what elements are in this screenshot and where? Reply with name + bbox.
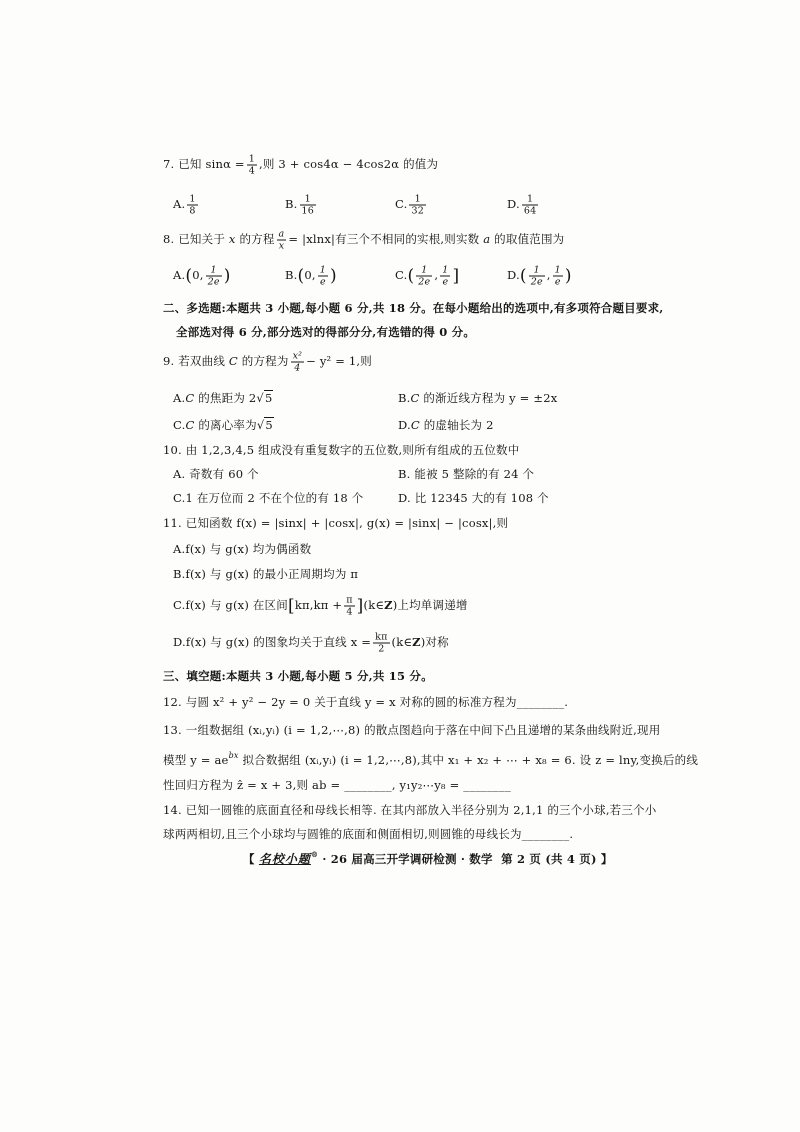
- frac-den: 8: [189, 205, 196, 217]
- option-text: f(x) 与 g(x) 的最小正周期均为 π: [185, 567, 359, 581]
- q8-option-d: [507, 265, 572, 288]
- frac-num: 1: [189, 193, 196, 205]
- q14-line1: 14. 已知一圆锥的底面直径和母线长相等. 在其内部放入半径分别为 2,1,1 的三个小球,若三个小: [163, 803, 657, 817]
- section2-heading: 二、多选题:本题共 3 小题,每小题 6 分,共 18 分。在每小题给出的选项中,有多项符合题目要求,: [163, 301, 664, 315]
- option-text: 的虚轴长为 2: [423, 418, 494, 432]
- radicand: 5: [265, 418, 273, 432]
- q7-frac-num: 1: [248, 153, 255, 165]
- close-bracket: ]: [452, 266, 460, 286]
- frac-num: x²: [292, 350, 303, 362]
- frac-num: 1: [416, 265, 432, 277]
- q8-option-a: [173, 265, 231, 288]
- q8-stem: [163, 229, 564, 252]
- q8-mid: 的方程: [239, 232, 275, 246]
- q7-stem: [163, 154, 438, 177]
- q9-option-a: [173, 390, 273, 406]
- option-label: D.: [398, 418, 411, 432]
- open-paren: (: [185, 266, 193, 286]
- answer-blank: ________: [344, 778, 392, 792]
- option-label: D.: [173, 635, 186, 649]
- q9-option-c: [173, 417, 274, 433]
- option-label: C.: [173, 491, 186, 505]
- option-label: C.: [395, 197, 408, 211]
- q11-option-d: [173, 632, 449, 655]
- frac-den: 4: [346, 606, 353, 618]
- option-label: A.: [173, 467, 186, 481]
- option-fraction: [344, 595, 354, 618]
- q9-stem: [163, 351, 372, 374]
- registered-mark: ®: [310, 850, 319, 859]
- integer-set: Z: [384, 598, 393, 612]
- condition-end: ): [392, 598, 398, 612]
- footer-page-number: 第 2 页 (共 4 页): [501, 852, 597, 866]
- option-text: 比 12345 大的有 108 个: [414, 491, 549, 505]
- q13-line2: [163, 748, 698, 768]
- option-var: C: [185, 418, 195, 432]
- q13-model: 模型 y = ae: [163, 753, 229, 767]
- option-text: 奇数有 60 个: [189, 467, 259, 481]
- frac-den: 32: [411, 205, 424, 217]
- close-paren: ): [223, 266, 231, 286]
- q12-text: 12. 与圆 x² + y² − 2y = 0 关于直线 y = x 对称的圆的标准方程为: [163, 695, 517, 709]
- option-fraction-left: [529, 265, 545, 288]
- q7-option-d: [507, 194, 540, 217]
- frac-num: 1: [409, 194, 426, 206]
- q8-tail2: 的取值范围为: [494, 232, 565, 246]
- option-text: 能被 5 整除的有 24 个: [414, 467, 535, 481]
- option-label: D.: [507, 268, 520, 282]
- option-text: 的渐近线方程为 y = ±2x: [423, 391, 558, 405]
- frac-num: 1: [319, 264, 326, 276]
- q9-tail: − y² = 1,则: [306, 354, 372, 368]
- frac-den: 4: [294, 362, 301, 374]
- condition-start: (k∈: [363, 598, 385, 612]
- option-label: A.: [173, 542, 186, 556]
- option-text: 的焦距为 2: [198, 391, 257, 405]
- option-tail: 上均单调递增: [397, 598, 468, 612]
- option-label: B.: [398, 391, 411, 405]
- q13-line3-text: 性回归方程为 ẑ = x + 3,则 ab =: [163, 778, 341, 792]
- q10-option-d: [398, 490, 549, 506]
- frac-den: 2: [378, 643, 385, 655]
- option-var: C: [185, 391, 195, 405]
- answer-blank: ________: [463, 778, 511, 792]
- radical-sign: √: [256, 391, 264, 405]
- frac-den: e: [554, 276, 561, 288]
- option-label: C.: [395, 268, 408, 282]
- footer-open-bracket: 【: [243, 852, 255, 866]
- q14-end: .: [569, 827, 574, 841]
- option-fraction-left: [416, 265, 432, 288]
- option-label: D.: [507, 197, 520, 211]
- option-fraction: [373, 632, 389, 655]
- open-paren: (: [407, 266, 415, 286]
- q13-line3: [163, 777, 511, 793]
- frac-den: e: [319, 276, 326, 288]
- frac-num: 1: [554, 264, 561, 276]
- interval-sep: ,: [434, 268, 439, 282]
- option-fraction-right: [553, 265, 563, 288]
- section3-heading: 三、填空题:本题共 3 小题,每小题 5 分,共 15 分。: [163, 669, 433, 683]
- option-tail: 对称: [425, 635, 449, 649]
- q8-tail1: 有三个不相同的实根,则实数: [335, 232, 480, 246]
- q7-tail: ,则 3 + cos4α − 4cos2α 的值为: [258, 157, 439, 171]
- option-label: B.: [398, 467, 411, 481]
- q7-option-b: [285, 194, 318, 217]
- answer-blank: ________: [521, 827, 570, 841]
- option-label: B.: [285, 268, 298, 282]
- interval-sep: ,: [199, 268, 204, 282]
- option-label: A.: [173, 197, 186, 211]
- interval-sep: ,: [311, 268, 316, 282]
- frac-den: 16: [301, 205, 315, 217]
- option-fraction: [409, 194, 426, 217]
- q11-option-a: [173, 541, 311, 557]
- q10-option-b: [398, 466, 534, 482]
- q8-option-c: [395, 265, 459, 288]
- interval-inner: kπ,kπ +: [294, 598, 343, 612]
- q9-option-d: [398, 417, 494, 433]
- q9-lead: 9. 若双曲线: [163, 354, 226, 368]
- q12-stem: [163, 694, 568, 710]
- q8-fraction: [277, 229, 287, 252]
- frac-num: 1: [529, 265, 545, 277]
- frac-den: 2e: [530, 276, 543, 288]
- frac-num: kπ: [375, 631, 388, 643]
- frac-num: a: [278, 228, 285, 240]
- frac-den: 64: [523, 205, 537, 217]
- frac-num: π: [346, 594, 353, 606]
- option-label: D.: [398, 491, 411, 505]
- q11-option-c: [173, 595, 468, 618]
- close-paren: ): [330, 266, 337, 286]
- open-bracket: [: [287, 596, 295, 616]
- q14-line2: [163, 826, 573, 842]
- q9-var-c: C: [228, 354, 238, 368]
- radicand: 5: [264, 391, 273, 405]
- close-paren: ): [564, 266, 572, 286]
- q7-fraction: [247, 154, 257, 177]
- radical-sign: √: [256, 418, 265, 432]
- footer-series: · 26 届高三开学调研检测 · 数学: [322, 852, 493, 866]
- option-label: A.: [173, 268, 186, 282]
- section2-heading-cont: 全部选对得 6 分,部分选对的得部分分,有选错的得 0 分。: [176, 325, 476, 339]
- option-fraction: [522, 194, 539, 217]
- footer-close-bracket: 】: [600, 852, 613, 866]
- q10-stem: 10. 由 1,2,3,4,5 组成没有重复数字的五位数,则所有组成的五位数中: [163, 443, 520, 457]
- q7-frac-den: 4: [248, 165, 255, 177]
- option-fraction: [300, 194, 317, 217]
- option-text: 的离心率为: [198, 418, 257, 432]
- brand-logo: 名校小题: [258, 852, 311, 866]
- q8-option-b: [285, 265, 337, 288]
- q8-equation: = |xlnx|: [288, 232, 336, 246]
- open-paren: (: [519, 266, 527, 286]
- integer-set: Z: [412, 635, 421, 649]
- q13-line3-mid: , y₁y₂⋯y₈ =: [391, 778, 460, 792]
- frac-num: 1: [206, 265, 222, 277]
- close-bracket: ]: [356, 596, 364, 616]
- frac-num: 1: [300, 194, 317, 206]
- q8-var-x: x: [228, 232, 236, 246]
- q12-end: .: [564, 695, 569, 709]
- option-text: f(x) 与 g(x) 的图象均关于直线 x =: [185, 635, 372, 649]
- frac-den: 2e: [418, 276, 431, 288]
- option-text: 1 在万位而 2 不在个位的有 18 个: [185, 491, 364, 505]
- q7-option-c: [395, 194, 428, 217]
- q11-option-b: [173, 566, 358, 582]
- option-label: B.: [285, 197, 298, 211]
- q9-fraction: [291, 351, 305, 374]
- q7-option-a: [173, 194, 200, 217]
- q14-text: 球两两相切,且三个小球均与圆锥的底面和侧面相切,则圆锥的母线长为: [163, 827, 522, 841]
- q10-option-a: [173, 466, 259, 482]
- q11-stem: 11. 已知函数 f(x) = |sinx| + |cosx|, g(x) = |sinx| − |cosx|,则: [163, 516, 509, 530]
- option-fraction: [206, 265, 222, 288]
- q9-mid: 的方程为: [241, 354, 289, 368]
- option-label: C.: [173, 418, 186, 432]
- option-label: A.: [173, 391, 186, 405]
- interval-left: 0: [192, 268, 200, 282]
- option-label: C.: [173, 598, 186, 612]
- condition-start: (k∈: [391, 635, 413, 649]
- option-label: B.: [173, 567, 186, 581]
- option-fraction-right: [440, 265, 450, 288]
- q10-option-c: [173, 490, 364, 506]
- q9-option-b: [398, 390, 557, 406]
- condition-end: ): [420, 635, 426, 649]
- frac-den: x: [278, 240, 285, 252]
- q7-lead: 7. 已知 sinα =: [163, 157, 245, 171]
- option-fraction: [187, 194, 197, 217]
- q13-line1: 13. 一组数据组 (xᵢ,yᵢ) (i = 1,2,⋯,8) 的散点图趋向于落在中间下凸且递增的某条曲线附近,现用: [163, 723, 661, 737]
- frac-den: 2e: [207, 276, 220, 288]
- frac-den: e: [442, 276, 449, 288]
- q13-line2-text: 拟合数据组 (xᵢ,yᵢ) (i = 1,2,⋯,8),其中 x₁ + x₂ + ⋯ + x₈ = 6. 设 z = lny,变换后的线: [242, 753, 699, 767]
- option-fraction: [318, 265, 328, 288]
- option-text: f(x) 与 g(x) 均为偶函数: [185, 542, 312, 556]
- option-var: C: [410, 418, 420, 432]
- open-paren: (: [297, 266, 305, 286]
- option-var: C: [410, 391, 420, 405]
- page-footer: [243, 847, 613, 867]
- frac-num: 1: [522, 194, 539, 206]
- frac-num: 1: [442, 264, 449, 276]
- option-text: f(x) 与 g(x) 在区间: [185, 598, 288, 612]
- interval-left: 0: [304, 268, 312, 282]
- q13-exponent: bx: [228, 751, 239, 760]
- answer-blank: ________: [516, 695, 565, 709]
- q8-var-a: a: [483, 232, 491, 246]
- interval-sep: ,: [546, 268, 551, 282]
- q8-lead: 8. 已知关于: [163, 232, 226, 246]
